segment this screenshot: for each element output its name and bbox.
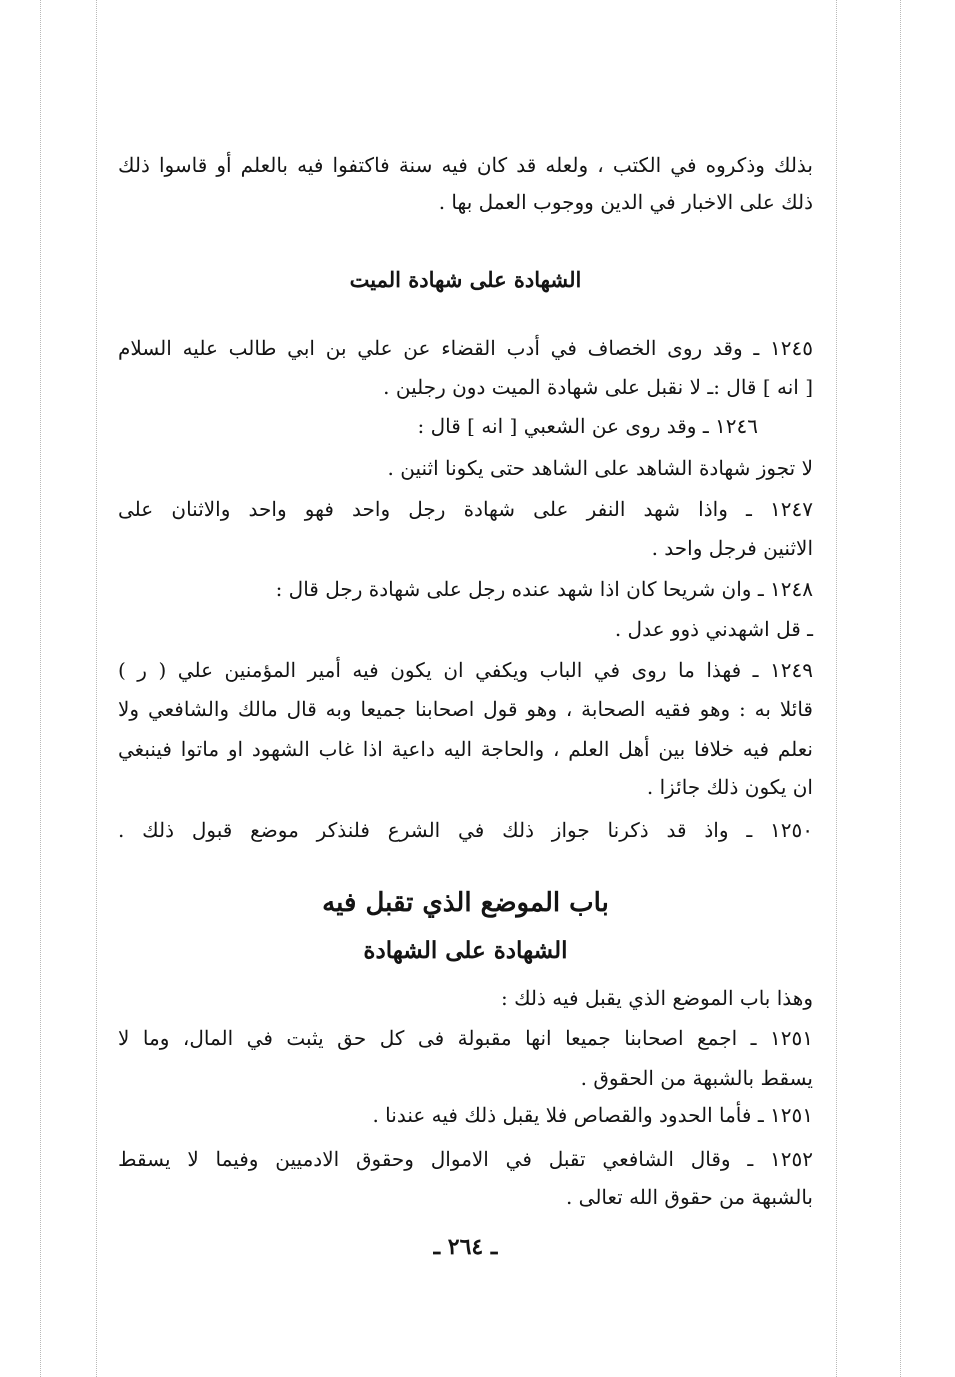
chapter-heading: باب الموضع الذي تقبل فيه	[322, 888, 609, 918]
paragraph-line: ١٢٥١ ـ اجمع اصحابنا جميعا انها مقبولة فى كل حق يثبت في المال، وما لا	[118, 1026, 813, 1050]
paragraph-line: ١٢٤٨ ـ وان شريحا كان اذا شهد عنده رجل على شهادة رجل قال :	[275, 577, 813, 601]
paragraph-line: ١٢٥٠ ـ واذ قد ذكرنا جواز ذلك في الشرع فلنذكر موضع قبول ذلك .	[118, 818, 813, 842]
intro-line: ذلك على الاخبار في الدين ووجوب العمل بها .	[438, 190, 813, 214]
section-heading: الشهادة على شهادة الميت	[349, 267, 582, 292]
paragraph-line: ١٢٥٢ ـ وقال الشافعي تقبل في الاموال وحقوق الادميين وفيما لا يسقط	[118, 1147, 813, 1171]
scan-edge-line	[900, 0, 901, 1377]
paragraph-line: ان يكون ذلك جائزا .	[646, 775, 813, 799]
paragraph-line: وهذا باب الموضع الذي يقبل فيه ذلك :	[500, 986, 813, 1010]
page-number: ـ ٢٦٤ ـ	[433, 1234, 498, 1260]
scan-edge-line	[40, 0, 41, 1377]
scan-edge-line	[836, 0, 837, 1377]
paragraph-line: ـ قل اشهدني ذوو عدل .	[614, 617, 813, 641]
paragraph-line: لا تجوز شهادة الشاهد على الشاهد حتى يكونا اثنين .	[387, 456, 813, 480]
paragraph-line: نعلم فيه خلافا بين أهل العلم ، والحاجة اليه داعية اذا غاب الشهود او ماتوا فينبغي	[118, 737, 813, 761]
paragraph-line: يسقط بالشبهة من الحقوق .	[580, 1066, 813, 1090]
chapter-subheading: الشهادة على الشهادة	[363, 937, 568, 964]
scan-edge-line	[96, 0, 97, 1377]
paragraph-line: ١٢٤٥ ـ وقد روى الخصاف في أدب القضاء عن علي بن ابي طالب عليه السلام	[118, 336, 813, 360]
paragraph-line: بالشبهة من حقوق الله تعالى .	[565, 1185, 813, 1209]
paragraph-line: ١٢٤٦ ـ وقد روى عن الشعبي [ انه ] قال :	[417, 414, 758, 438]
intro-line: بذلك وذكروه في الكتب ، ولعله قد كان فيه سنة فاكتفوا فيه بالعلم أو قاسوا ذلك	[118, 153, 813, 177]
paragraph-line: ١٢٥١ ـ فأما الحدود والقصاص فلا يقبل ذلك فيه عندنا .	[372, 1103, 813, 1127]
paragraph-line: ١٢٤٧ ـ واذا شهد النفر على شهادة رجل واحد فهو واحد والاثنان على	[118, 497, 813, 521]
paragraph-line: قائلا به : وهو فقيه الصحابة ، وهو قول اصحابنا جميعا وبه قال مالك والشافعي ولا	[118, 697, 813, 721]
paragraph-line: الاثنين فرجل واحد .	[651, 536, 813, 560]
paragraph-line: [ انه ] قال :ـ لا نقبل على شهادة الميت دون رجلين .	[383, 375, 813, 399]
paragraph-line: ١٢٤٩ ـ فهذا ما روى في الباب ويكفي ان يكون فيه أمير المؤمنين علي ( ر )	[118, 658, 813, 682]
